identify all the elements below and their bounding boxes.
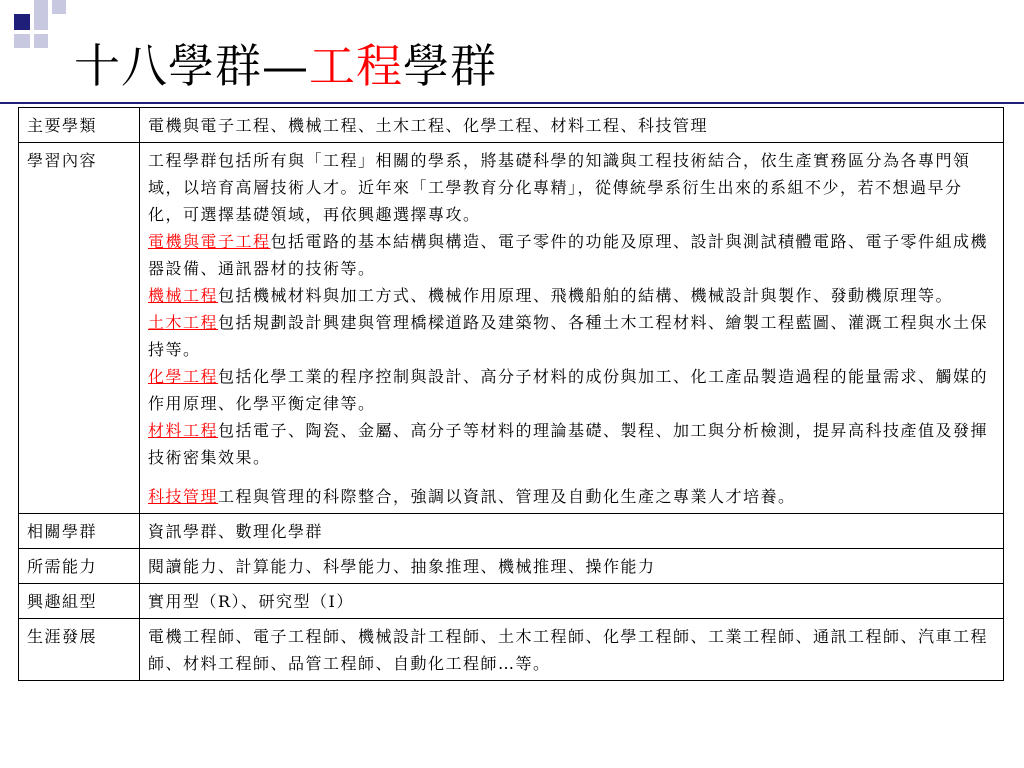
- decor-square-light-3: [14, 34, 30, 48]
- content-item-management: 科技管理工程與管理的科際整合，強調以資訊、管理及自動化生產之專業人才培養。: [148, 487, 796, 506]
- row-value-career: 電機工程師、電子工程師、機械設計工程師、土木工程師、化學工程師、工業工程師、通訊工程師、汽車工程師、材料工程師、品管工程師、自動化工程師…等。: [140, 619, 1004, 681]
- content-item-chemical: 化學工程包括化學工業的程序控制與設計、高分子材料的成份與加工、化工產品製造過程的能量需求、觸媒的作用原理、化學平衡定律等。: [148, 367, 989, 413]
- decor-square-light-1: [34, 0, 48, 30]
- table-row-career: [19, 619, 1004, 681]
- row-label-content: 學習內容: [19, 143, 140, 514]
- decor-square-light-2: [52, 0, 66, 14]
- row-label-ability: 所需能力: [19, 549, 140, 584]
- row-value-major: 電機與電子工程、機械工程、土木工程、化學工程、材料工程、科技管理: [140, 108, 1004, 143]
- table-row-major: [19, 108, 1004, 143]
- row-label-related: 相關學群: [19, 514, 140, 549]
- table-row-content: [19, 143, 1004, 514]
- row-value-ability: 閱讀能力、計算能力、科學能力、抽象推理、機械推理、操作能力: [140, 549, 1004, 584]
- table-row-ability: [19, 549, 1004, 584]
- decor-square-dark-1: [14, 14, 30, 30]
- row-value-content: [140, 143, 1004, 514]
- term-electrical: 電機與電子工程: [148, 232, 271, 251]
- content-item-civil: 土木工程包括規劃設計興建與管理橋樑道路及建築物、各種土木工程材料、繪製工程藍圖、灌溉工程與水土保持等。: [148, 313, 989, 359]
- content-intro: 工程學群包括所有與「工程」相關的學系，將基礎科學的知識與工程技術結合，依生產實務區分為各專門領域，以培育高層技術人才。近年來「工學教育分化專精」，從傳統學系衍生出來的系組不少，若不想過早分化，可選擇基礎領域，再依興趣選擇專攻。: [148, 151, 971, 224]
- row-label-interest: 興趣組型: [19, 584, 140, 619]
- row-value-interest: 實用型（R）、研究型（I）: [140, 584, 1004, 619]
- term-civil: 土木工程: [148, 313, 219, 332]
- term-mechanical: 機械工程: [148, 286, 219, 305]
- term-management: 科技管理: [148, 487, 219, 506]
- decor-square-light-4: [34, 34, 48, 48]
- title-divider: [0, 102, 1024, 104]
- content-item-materials: 材料工程包括電子、陶瓷、金屬、高分子等材料的理論基礎、製程、加工與分析檢測，提昇高科技產值及發揮技術密集效果。: [148, 421, 989, 467]
- row-label-major: 主要學類: [19, 108, 140, 143]
- content-item-mechanical: 機械工程包括機械材料與加工方式、機械作用原理、飛機船舶的結構、機械設計與製作、發動機原理等。: [148, 286, 954, 305]
- title-highlight: 工程: [309, 39, 403, 93]
- term-materials: 材料工程: [148, 421, 219, 440]
- info-table: [18, 107, 1004, 681]
- content-item-electrical: 電機與電子工程包括電路的基本結構與構造、電子零件的功能及原理、設計與測試積體電路、電子零件組成機器設備、通訊器材的技術等。: [148, 232, 989, 278]
- row-value-related: 資訊學群、數理化學群: [140, 514, 1004, 549]
- table-row-interest: [19, 584, 1004, 619]
- table-row-related: [19, 514, 1004, 549]
- term-chemical: 化學工程: [148, 367, 219, 386]
- row-label-career: 生涯發展: [19, 619, 140, 681]
- slide-title: 十八學群—工程學群: [74, 39, 497, 93]
